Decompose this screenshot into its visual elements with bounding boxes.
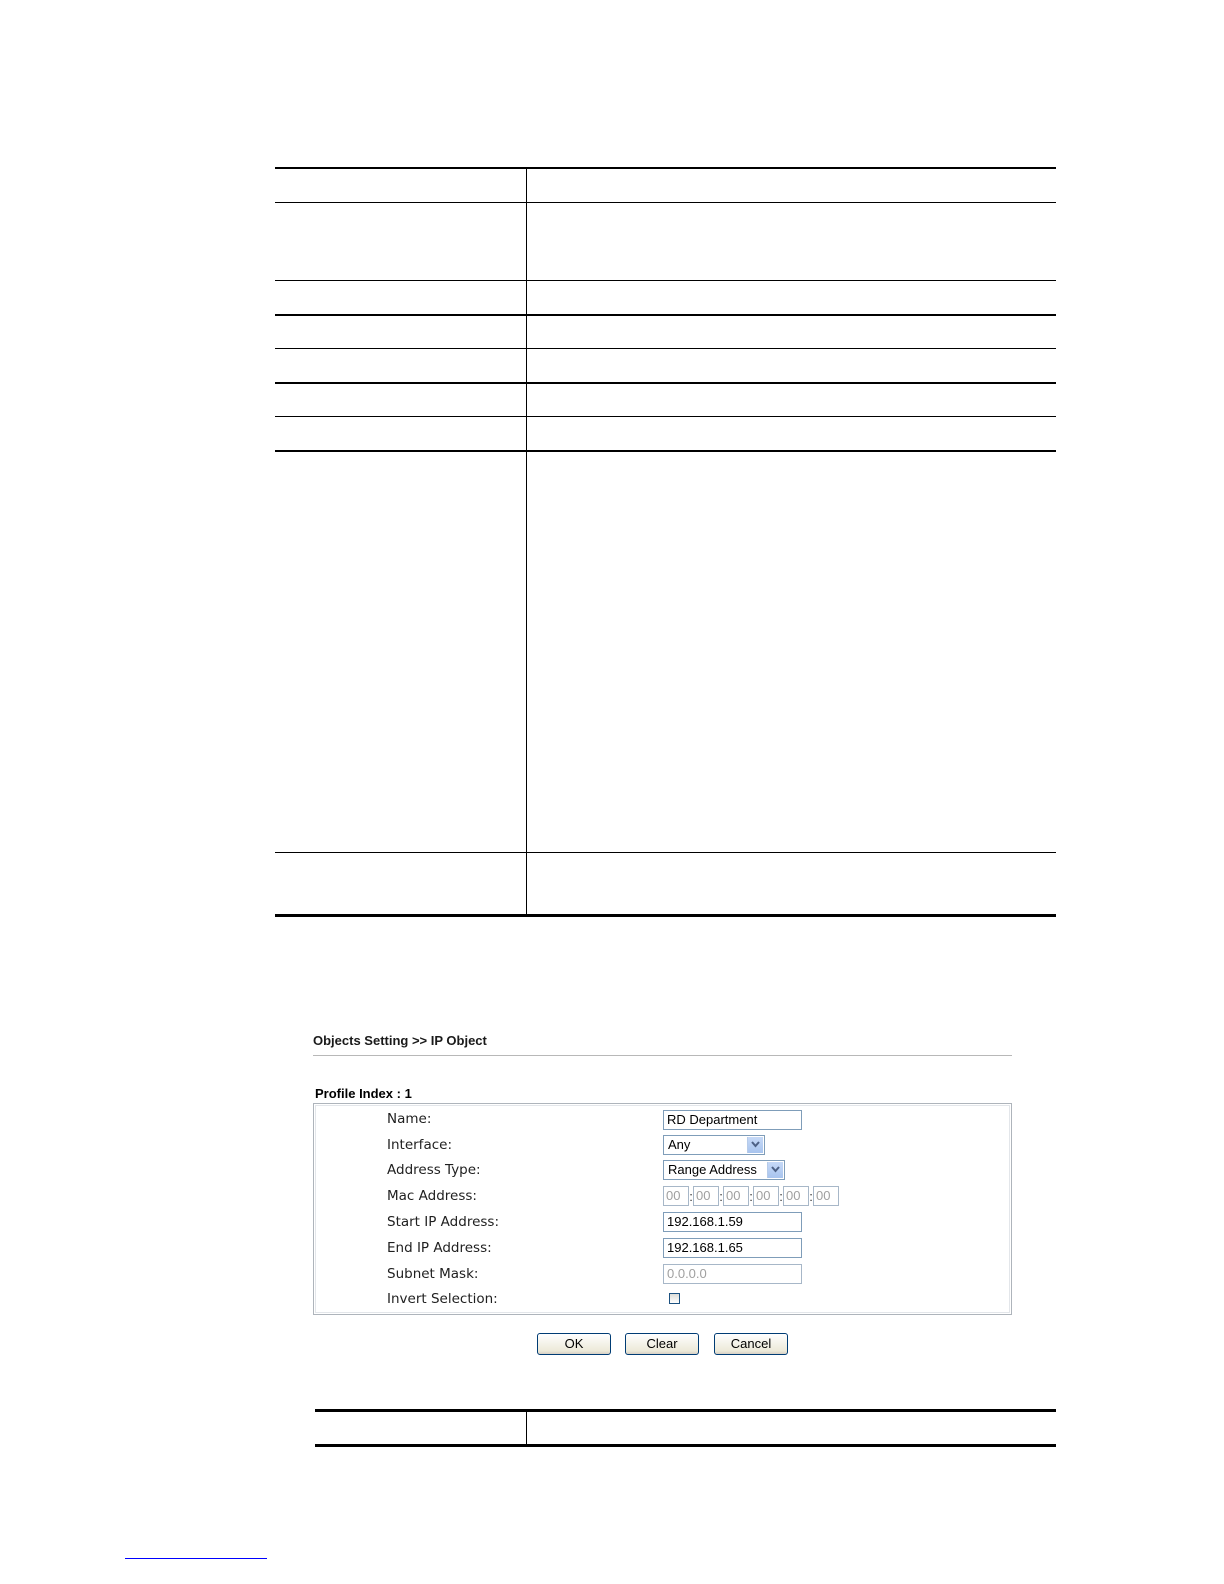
- mac-separator: :: [809, 1188, 813, 1204]
- mac-octet-6[interactable]: 00: [813, 1186, 839, 1206]
- page-title: Objects Setting >> IP Object: [313, 1033, 487, 1048]
- mac-separator: :: [749, 1188, 753, 1204]
- mac-separator: :: [779, 1188, 783, 1204]
- table-row-rule: [275, 348, 1056, 349]
- mac-address-label: Mac Address:: [387, 1188, 477, 1204]
- interface-select-value: Any: [668, 1137, 691, 1152]
- table-row-rule: [275, 202, 1056, 203]
- mac-separator: :: [689, 1188, 693, 1204]
- mac-octet-4[interactable]: 00: [753, 1186, 779, 1206]
- mac-octet-5[interactable]: 00: [783, 1186, 809, 1206]
- start-ip-input[interactable]: 192.168.1.59: [663, 1212, 802, 1232]
- table-row-rule: [275, 382, 1056, 384]
- table-column-divider: [526, 167, 527, 916]
- clear-button[interactable]: Clear: [625, 1333, 699, 1355]
- chevron-down-icon[interactable]: [767, 1162, 783, 1178]
- end-ip-label: End IP Address:: [387, 1240, 492, 1256]
- table-row-rule: [275, 450, 1056, 452]
- table-row-rule: [275, 416, 1056, 417]
- mac-address-group: [663, 1186, 839, 1206]
- address-type-label: Address Type:: [387, 1162, 481, 1178]
- invert-selection-label: Invert Selection:: [387, 1291, 498, 1307]
- cancel-button[interactable]: Cancel: [714, 1333, 788, 1355]
- subnet-mask-label: Subnet Mask:: [387, 1266, 479, 1282]
- table-row-rule: [275, 852, 1056, 853]
- end-ip-input[interactable]: 192.168.1.65: [663, 1238, 802, 1258]
- table-bottom-rule: [315, 1444, 1056, 1447]
- table-row-rule: [275, 280, 1056, 281]
- ok-button[interactable]: OK: [537, 1333, 611, 1355]
- title-divider: [313, 1055, 1012, 1056]
- table-column-divider: [526, 1409, 527, 1446]
- interface-select[interactable]: [663, 1135, 765, 1155]
- interface-label: Interface:: [387, 1137, 452, 1153]
- table-bottom-rule: [275, 914, 1056, 917]
- profile-index-label: Profile Index : 1: [315, 1086, 412, 1101]
- table-top-rule: [315, 1409, 1056, 1412]
- mac-octet-1[interactable]: 00: [663, 1186, 689, 1206]
- subnet-mask-input[interactable]: 0.0.0.0: [663, 1264, 802, 1284]
- mac-octet-2[interactable]: 00: [693, 1186, 719, 1206]
- address-type-select-value: Range Address: [668, 1162, 757, 1177]
- mac-separator: :: [719, 1188, 723, 1204]
- address-type-select[interactable]: [663, 1160, 785, 1180]
- table-row-rule: [275, 314, 1056, 316]
- footnote-separator: [125, 1558, 267, 1559]
- mac-octet-3[interactable]: 00: [723, 1186, 749, 1206]
- invert-selection-checkbox[interactable]: [669, 1293, 680, 1304]
- name-label: Name:: [387, 1111, 432, 1127]
- table-top-rule: [275, 167, 1056, 169]
- name-input[interactable]: RD Department: [663, 1110, 802, 1130]
- chevron-down-icon[interactable]: [747, 1137, 763, 1153]
- start-ip-label: Start IP Address:: [387, 1214, 499, 1230]
